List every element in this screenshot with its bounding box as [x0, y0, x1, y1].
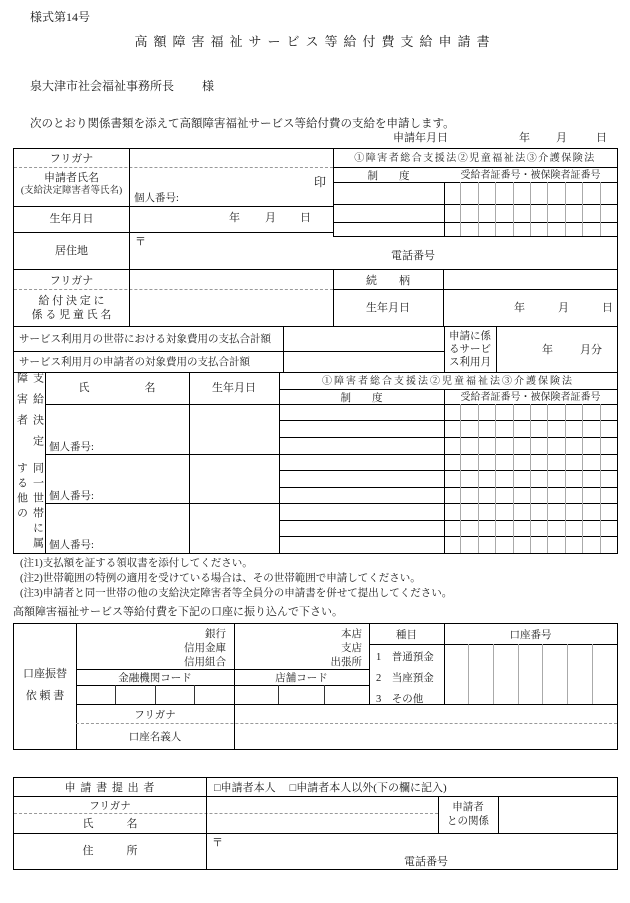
certificate-number-cell[interactable] — [582, 437, 599, 454]
form-number: 様式第14号 — [30, 10, 91, 24]
branch-code-grid — [234, 685, 369, 704]
branch-code-label: 店舗コード — [275, 673, 328, 684]
certificate-number-cell[interactable] — [444, 536, 460, 553]
certificate-number-cell[interactable] — [495, 404, 512, 420]
divider — [129, 149, 130, 269]
household-system-header: 制 度 — [340, 393, 383, 404]
household-laws-header: ①障害者総合支援法②児童福祉法③介護保険法 — [322, 376, 574, 387]
certificate-number-cell[interactable] — [478, 503, 495, 520]
account-type-label: 種目 — [396, 630, 417, 641]
member3-name-field[interactable] — [46, 504, 188, 536]
certificate-number-cell[interactable] — [478, 454, 495, 470]
certificate-number-cell[interactable] — [600, 204, 617, 222]
certificate-number-cell[interactable] — [530, 404, 547, 420]
certificate-number-cell[interactable] — [547, 420, 564, 437]
bank-section-label-line2: 依 頼 書 — [25, 690, 65, 702]
branch-code-cell[interactable] — [278, 685, 323, 704]
certificate-number-grid-row — [444, 520, 617, 536]
member2-personal-number-label: 個人番号: — [49, 491, 94, 502]
bank-name-field[interactable] — [77, 625, 167, 668]
member3-birthdate-field[interactable] — [190, 504, 278, 551]
certificate-number-cell[interactable] — [600, 503, 617, 520]
submitter-address-label: 住 所 — [82, 845, 138, 857]
phone-label: 電話番号 — [391, 250, 435, 262]
service-month-year-label: 年 — [542, 344, 553, 356]
institution-code-cell[interactable] — [76, 685, 115, 704]
account-number-cell[interactable] — [592, 644, 617, 704]
institution-code-grid — [76, 685, 234, 704]
household-total-label: サービス利用月の世帯における対象費用の支払合計額 — [19, 334, 271, 345]
submitter-postal-mark: 〒 — [212, 837, 223, 849]
submitter-phone-field[interactable] — [459, 852, 614, 866]
account-number-grid — [444, 644, 617, 704]
certificate-number-cell[interactable] — [495, 536, 512, 553]
member3-personal-number-field[interactable] — [104, 537, 188, 550]
submitter-furigana-label: フリガナ — [89, 801, 131, 812]
certificate-number-cell[interactable] — [444, 420, 460, 437]
certificate-number-cell[interactable] — [513, 520, 530, 536]
certificate-number-cell[interactable] — [513, 437, 530, 454]
certificate-number-cell[interactable] — [582, 182, 599, 204]
certificate-number-cell[interactable] — [513, 454, 530, 470]
residence-label: 居住地 — [55, 245, 88, 257]
account-type-option-1[interactable]: 1 普通預金 — [376, 652, 434, 663]
certificate-number-cell[interactable] — [600, 470, 617, 487]
certificate-number-grid-row — [444, 437, 617, 454]
certificate-number-cell[interactable] — [460, 420, 477, 437]
certificate-number-cell[interactable] — [513, 536, 530, 553]
certificate-number-cell[interactable] — [600, 520, 617, 536]
certificate-number-cell[interactable] — [513, 182, 530, 204]
certificate-number-cell[interactable] — [530, 204, 547, 222]
divider — [14, 232, 333, 233]
member2-birthdate-field[interactable] — [190, 455, 278, 502]
certificate-number-cell[interactable] — [600, 487, 617, 503]
account-number-cell[interactable] — [468, 644, 493, 704]
seal-mark: 印 — [314, 175, 327, 189]
household-certificate-header: 受給者証番号・被保険者証番号 — [460, 392, 601, 403]
branch-name-field[interactable] — [235, 625, 325, 668]
submitter-address-field[interactable] — [230, 835, 615, 849]
member1-personal-number-label: 個人番号: — [49, 442, 94, 453]
account-number-cell[interactable] — [493, 644, 518, 704]
divider — [333, 167, 617, 168]
certificate-number-cell[interactable] — [530, 454, 547, 470]
certificate-number-cell[interactable] — [444, 503, 460, 520]
submitter-phone-label: 電話番号 — [404, 856, 448, 868]
account-type-option-3[interactable]: 3 その他 — [376, 694, 424, 705]
applicant-birthdate-label: 生年月日 — [49, 213, 94, 225]
divider — [14, 833, 617, 834]
certificate-number-cell[interactable] — [600, 454, 617, 470]
certificate-number-cell[interactable] — [495, 487, 512, 503]
certificate-number-grid-row — [444, 420, 617, 437]
member3-personal-number-label: 個人番号: — [49, 540, 94, 551]
certificate-number-cell[interactable] — [582, 420, 599, 437]
applicant-personal-number-field[interactable] — [189, 190, 329, 204]
certificate-number-cell[interactable] — [495, 454, 512, 470]
certificate-number-cell[interactable] — [582, 503, 599, 520]
note-3: (注3)申請者と同一世帯の他の支給決定障害者等全員分の申請書を併せて提出してください。 — [20, 588, 453, 599]
member2-personal-number-field[interactable] — [104, 488, 188, 501]
certificate-number-cell[interactable] — [565, 437, 582, 454]
account-number-cell[interactable] — [542, 644, 567, 704]
note-1: (注1)支払額を証する領収書を添付してください。 — [20, 558, 253, 569]
form-title: 高額障害福祉サービス等給付費支給申請書 — [134, 34, 496, 49]
certificate-number-cell[interactable] — [565, 520, 582, 536]
certificate-number-cell[interactable] — [600, 182, 617, 204]
certificate-number-cell[interactable] — [513, 470, 530, 487]
checkbox-applicant-other[interactable]: □申請者本人以外(下の欄に記入) — [289, 782, 447, 794]
member1-personal-number-field[interactable] — [104, 439, 188, 452]
certificate-number-grid-row — [444, 470, 617, 487]
certificate-number-grid-row — [444, 487, 617, 503]
certificate-number-cell[interactable] — [565, 182, 582, 204]
bank-table — [13, 623, 618, 750]
certificate-number-cell[interactable] — [547, 454, 564, 470]
member2-name-field[interactable] — [46, 455, 188, 487]
system-header: 制 度 — [367, 171, 410, 182]
divider — [14, 206, 333, 207]
child-furigana-label: フリガナ — [49, 275, 94, 287]
household-total-field[interactable] — [284, 327, 443, 350]
member1-name-field[interactable] — [46, 405, 188, 437]
certificate-number-cell[interactable] — [513, 420, 530, 437]
intro-text: 次のとおり関係書類を添えて高額障害福祉サービス等給付費の支給を申請します。 — [30, 118, 455, 130]
account-number-cell[interactable] — [444, 644, 468, 704]
certificate-number-cell[interactable] — [460, 536, 477, 553]
certificate-number-cell[interactable] — [444, 182, 460, 204]
certificate-number-cell[interactable] — [547, 204, 564, 222]
certificate-number-cell[interactable] — [478, 470, 495, 487]
birth-day-label: 日 — [300, 212, 311, 224]
certificate-number-cell[interactable] — [444, 204, 460, 222]
divider — [333, 289, 617, 290]
certificate-number-cell[interactable] — [478, 520, 495, 536]
certificate-number-cell[interactable] — [495, 503, 512, 520]
submitter-table — [13, 777, 618, 870]
member-name-header: 氏 名 — [78, 382, 156, 394]
certificate-number-cell[interactable] — [530, 536, 547, 553]
addressee-honorific: 様 — [202, 79, 215, 93]
household-vertical-label: 支給決定障害者 同一世帯に属する他の — [15, 372, 44, 552]
certificate-number-cell[interactable] — [444, 404, 460, 420]
note-2: (注2)世帯範囲の特例の適用を受けている場合は、その世帯範囲で申請してください。 — [20, 573, 421, 584]
certificate-number-cell[interactable] — [478, 182, 495, 204]
postal-mark: 〒 — [135, 236, 146, 248]
submitter-section-label: 申 請 書 提 出 者 — [64, 782, 156, 794]
certificate-number-cell[interactable] — [460, 204, 477, 222]
certificate-number-cell[interactable] — [444, 487, 460, 503]
submitter-furigana-field[interactable] — [207, 797, 437, 812]
certificate-number-cell[interactable] — [478, 420, 495, 437]
certificate-number-cell[interactable] — [530, 182, 547, 204]
certificate-number-cell[interactable] — [460, 182, 477, 204]
application-date-day-label: 日 — [596, 132, 607, 144]
main-table — [13, 148, 618, 554]
certificate-number-cell[interactable] — [565, 536, 582, 553]
certificate-number-cell[interactable] — [460, 437, 477, 454]
certificate-number-cell[interactable] — [478, 536, 495, 553]
certificate-number-cell[interactable] — [547, 404, 564, 420]
institution-code-label: 金融機関コード — [118, 673, 192, 684]
birth-year-label: 年 — [229, 212, 240, 224]
certificate-number-cell[interactable] — [565, 204, 582, 222]
child-birth-year-label: 年 — [514, 302, 525, 314]
divider — [496, 326, 497, 372]
divider — [14, 289, 333, 290]
certificate-number-cell[interactable] — [444, 520, 460, 536]
certificate-number-cell[interactable] — [513, 404, 530, 420]
certificate-number-cell[interactable] — [444, 454, 460, 470]
certificate-number-cell[interactable] — [582, 520, 599, 536]
certificate-number-grid-row — [444, 536, 617, 553]
application-date-label: 申請年月日 — [393, 132, 448, 144]
certificate-number-cell[interactable] — [600, 536, 617, 553]
account-type-option-2[interactable]: 2 当座預金 — [376, 673, 434, 684]
bank-type-list: 銀行 信用金庫 信用組合 — [184, 629, 226, 668]
certificate-number-cell[interactable] — [565, 420, 582, 437]
certificate-number-cell[interactable] — [513, 487, 530, 503]
account-furigana-label: フリガナ — [134, 710, 176, 721]
child-name-label: 給 付 決 定 に 係 る 児 童 氏 名 — [31, 295, 112, 321]
submitter-checkbox-row — [214, 782, 447, 796]
certificate-number-grid-row — [444, 182, 617, 204]
certificate-number-cell[interactable] — [478, 204, 495, 222]
certificate-number-cell[interactable] — [478, 437, 495, 454]
certificate-number-cell[interactable] — [565, 503, 582, 520]
certificate-number-cell[interactable] — [460, 470, 477, 487]
applicant-name-field[interactable] — [130, 168, 310, 188]
certificate-number-cell[interactable] — [513, 503, 530, 520]
certificate-number-cell[interactable] — [565, 487, 582, 503]
certificate-number-cell[interactable] — [600, 437, 617, 454]
institution-code-cell[interactable] — [115, 685, 155, 704]
account-holder-label: 口座名義人 — [128, 732, 182, 743]
branch-code-cell[interactable] — [324, 685, 369, 704]
member-birthdate-header: 生年月日 — [212, 382, 256, 394]
relationship-label: 続 柄 — [366, 275, 410, 287]
certificate-number-cell[interactable] — [582, 487, 599, 503]
certificate-number-cell[interactable] — [547, 503, 564, 520]
application-date-month-label: 月 — [556, 132, 567, 144]
relationship-field[interactable] — [444, 271, 616, 287]
certificate-number-cell[interactable] — [495, 204, 512, 222]
certificate-number-cell[interactable] — [547, 470, 564, 487]
addressee-line — [30, 79, 214, 94]
certificate-number-cell[interactable] — [565, 454, 582, 470]
certificate-number-cell[interactable] — [530, 420, 547, 437]
application-date-year-label: 年 — [519, 132, 530, 144]
branch-code-cell[interactable] — [234, 685, 278, 704]
certificate-number-cell[interactable] — [460, 503, 477, 520]
child-birth-month-label: 月 — [558, 302, 569, 314]
branch-type-list: 本店 支店 出張所 — [330, 629, 362, 668]
account-number-cell[interactable] — [567, 644, 592, 704]
child-birthdate-label: 生年月日 — [366, 302, 410, 314]
child-furigana-field[interactable] — [130, 271, 332, 287]
child-birth-day-label: 日 — [602, 302, 613, 314]
certificate-number-grid-row — [444, 204, 617, 222]
submitter-relationship-label: 申請者 との関係 — [447, 802, 489, 827]
certificate-number-cell[interactable] — [513, 204, 530, 222]
bank-instruction: 高額障害福祉サービス等給付費を下記の口座に振り込んで下さい。 — [13, 606, 343, 618]
certificate-number-cell[interactable] — [600, 404, 617, 420]
certificate-number-cell[interactable] — [530, 470, 547, 487]
applicant-personal-number-label: 個人番号: — [134, 193, 179, 204]
certificate-number-cell[interactable] — [444, 437, 460, 454]
certificate-number-cell[interactable] — [582, 204, 599, 222]
certificate-number-cell[interactable] — [495, 420, 512, 437]
certificate-number-cell[interactable] — [582, 470, 599, 487]
phone-field[interactable] — [444, 248, 614, 264]
certificate-number-cell[interactable] — [530, 437, 547, 454]
certificate-number-cell[interactable] — [478, 487, 495, 503]
certificate-number-cell[interactable] — [530, 520, 547, 536]
account-furigana-field[interactable] — [235, 705, 615, 722]
certificate-number-cell[interactable] — [547, 437, 564, 454]
laws-header: ①障害者総合支援法②児童福祉法③介護保険法 — [354, 153, 596, 164]
member1-birthdate-field[interactable] — [190, 405, 278, 452]
divider — [279, 389, 617, 390]
certificate-number-cell[interactable] — [478, 404, 495, 420]
certificate-number-cell[interactable] — [547, 182, 564, 204]
certificate-number-cell[interactable] — [565, 404, 582, 420]
birth-month-label: 月 — [265, 212, 276, 224]
applicant-name-label: 申請者氏名 (支給決定障害者等氏名) — [20, 172, 123, 196]
certificate-number-cell[interactable] — [582, 404, 599, 420]
account-number-label: 口座番号 — [509, 630, 552, 641]
service-month-suffix-label: 月分 — [580, 344, 602, 356]
certificate-number-cell[interactable] — [547, 536, 564, 553]
certificate-number-cell[interactable] — [460, 487, 477, 503]
submitter-relationship-field[interactable] — [499, 797, 616, 832]
certificate-header: 受給者証番号・被保険者証番号 — [460, 170, 601, 181]
certificate-number-cell[interactable] — [460, 520, 477, 536]
divider — [14, 269, 617, 270]
submitter-name-field[interactable] — [207, 814, 437, 832]
service-month-label: 申請に係 るサービ ス利用月 — [449, 331, 491, 368]
certificate-number-cell[interactable] — [460, 404, 477, 420]
bank-section-label-line1: 口座振替 — [23, 668, 67, 680]
divider — [14, 372, 617, 373]
certificate-number-cell[interactable] — [600, 420, 617, 437]
checkbox-applicant-self[interactable]: □申請者本人 — [214, 782, 276, 794]
applicant-furigana-field[interactable] — [130, 150, 332, 166]
certificate-number-cell[interactable] — [460, 454, 477, 470]
residence-field[interactable] — [154, 234, 614, 248]
applicant-furigana-label: フリガナ — [49, 153, 94, 165]
certificate-number-cell[interactable] — [547, 520, 564, 536]
certificate-number-cell[interactable] — [547, 487, 564, 503]
certificate-number-cell[interactable] — [495, 182, 512, 204]
certificate-number-cell[interactable] — [582, 536, 599, 553]
addressee: 泉大津市社会福祉事務所長 — [30, 79, 175, 93]
certificate-number-cell[interactable] — [582, 454, 599, 470]
certificate-number-cell[interactable] — [495, 520, 512, 536]
applicant-system-field[interactable] — [334, 183, 443, 235]
certificate-number-cell[interactable] — [444, 470, 460, 487]
child-name-field[interactable] — [130, 291, 332, 324]
certificate-number-cell[interactable] — [530, 503, 547, 520]
certificate-number-cell[interactable] — [495, 470, 512, 487]
certificate-number-grid-row — [444, 454, 617, 470]
certificate-number-grid-row — [444, 503, 617, 520]
certificate-number-cell[interactable] — [530, 487, 547, 503]
applicant-total-label: サービス利用月の申請者の対象費用の支払合計額 — [19, 357, 250, 368]
institution-code-cell[interactable] — [155, 685, 195, 704]
submitter-name-label: 氏 名 — [82, 818, 138, 830]
account-holder-field[interactable] — [235, 724, 615, 747]
account-number-cell[interactable] — [518, 644, 543, 704]
certificate-number-cell[interactable] — [495, 437, 512, 454]
institution-code-cell[interactable] — [194, 685, 234, 704]
applicant-total-field[interactable] — [284, 352, 443, 371]
certificate-number-grid-row — [444, 404, 617, 420]
certificate-number-cell[interactable] — [565, 470, 582, 487]
